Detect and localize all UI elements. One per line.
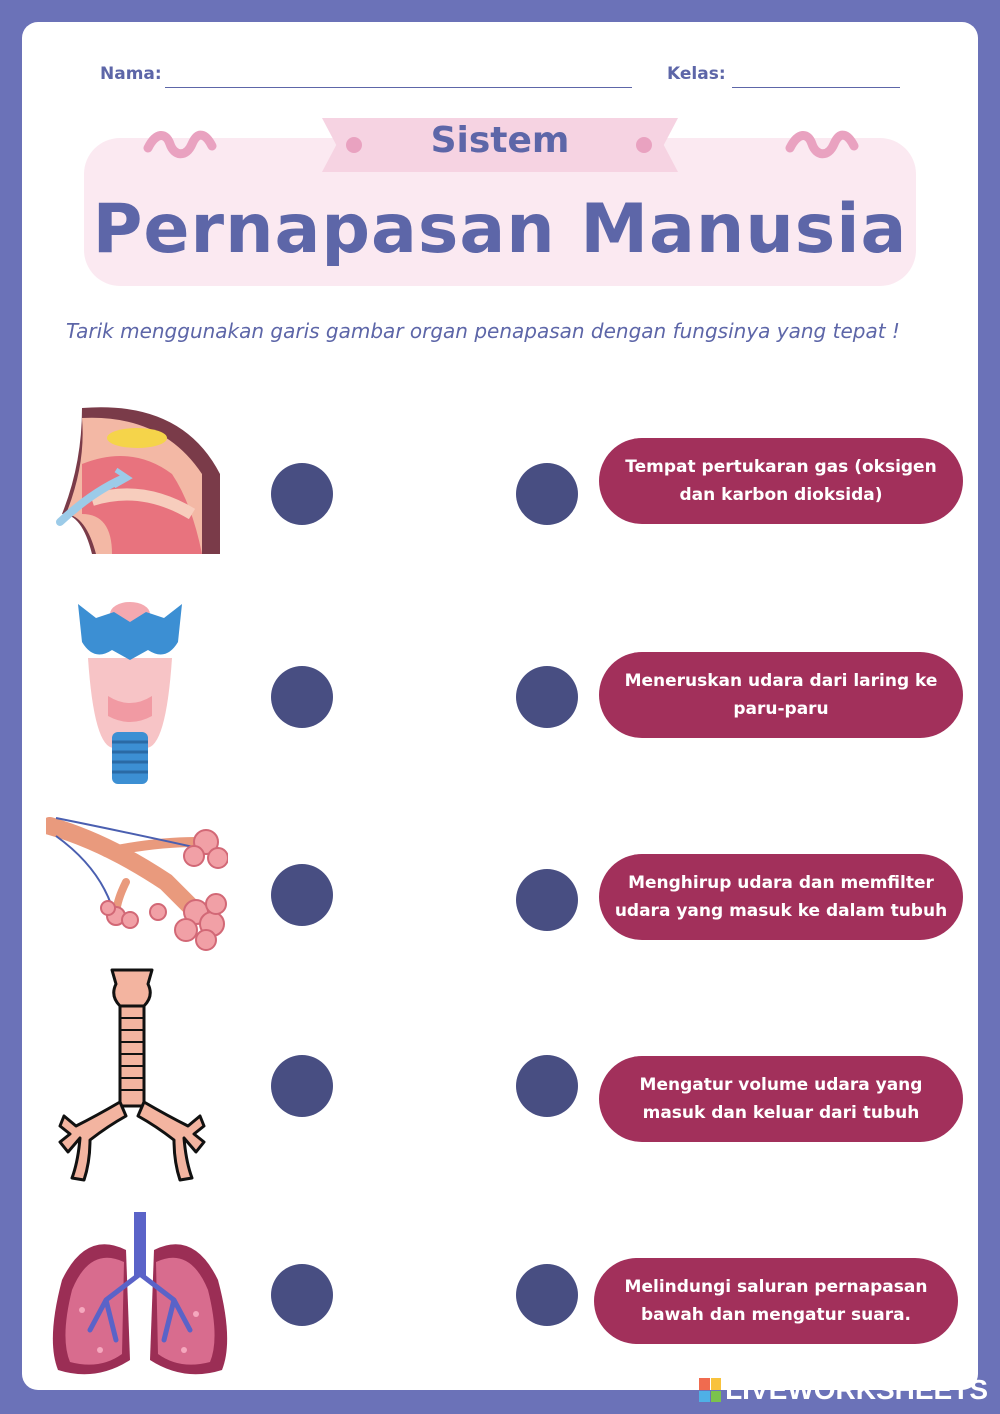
function-dot-3[interactable]: [516, 869, 578, 931]
lungs-icon: [46, 1210, 234, 1382]
organ-dot-5[interactable]: [271, 1264, 333, 1326]
nama-input-line[interactable]: [165, 87, 632, 88]
organ-dot-2[interactable]: [271, 666, 333, 728]
logo-text: LIVEWORKSHEETS: [725, 1374, 988, 1405]
function-dot-2[interactable]: [516, 666, 578, 728]
organ-dot-4[interactable]: [271, 1055, 333, 1117]
nasal-cavity-icon: [52, 404, 224, 556]
nama-label: Nama:: [100, 64, 162, 84]
kelas-input-line[interactable]: [732, 87, 900, 88]
right-squiggle-icon: [784, 126, 860, 166]
organ-dot-1[interactable]: [271, 463, 333, 525]
organ-dot-3[interactable]: [271, 864, 333, 926]
subtitle: Sistem: [430, 120, 570, 161]
function-pill-2: Meneruskan udara dari laring ke paru-paru: [599, 652, 963, 738]
function-pill-4: Mengatur volume udara yang masuk dan keluar dari tubuh: [599, 1056, 963, 1142]
liveworksheets-logo: [699, 1374, 988, 1406]
function-dot-1[interactable]: [516, 463, 578, 525]
liveworksheets-logo-icon: [699, 1378, 721, 1402]
function-pill-5: Melindungi saluran pernapasan bawah dan mengatur suara.: [594, 1258, 958, 1344]
larynx-icon: [74, 598, 186, 788]
alveoli-icon: [46, 812, 228, 952]
function-dot-4[interactable]: [516, 1055, 578, 1117]
page-title: Pernapasan Manusia: [92, 190, 908, 269]
kelas-label: Kelas:: [667, 64, 726, 84]
function-pill-3: Menghirup udara dan memfilter udara yang masuk ke dalam tubuh: [599, 854, 963, 940]
trachea-bronchi-icon: [56, 966, 208, 1190]
function-pill-1: Tempat pertukaran gas (oksigen dan karbon dioksida): [599, 438, 963, 524]
left-squiggle-icon: [142, 126, 218, 166]
function-dot-5[interactable]: [516, 1264, 578, 1326]
instruction-text: Tarik menggunakan garis gambar organ penapasan dengan fungsinya yang tepat !: [66, 319, 900, 343]
